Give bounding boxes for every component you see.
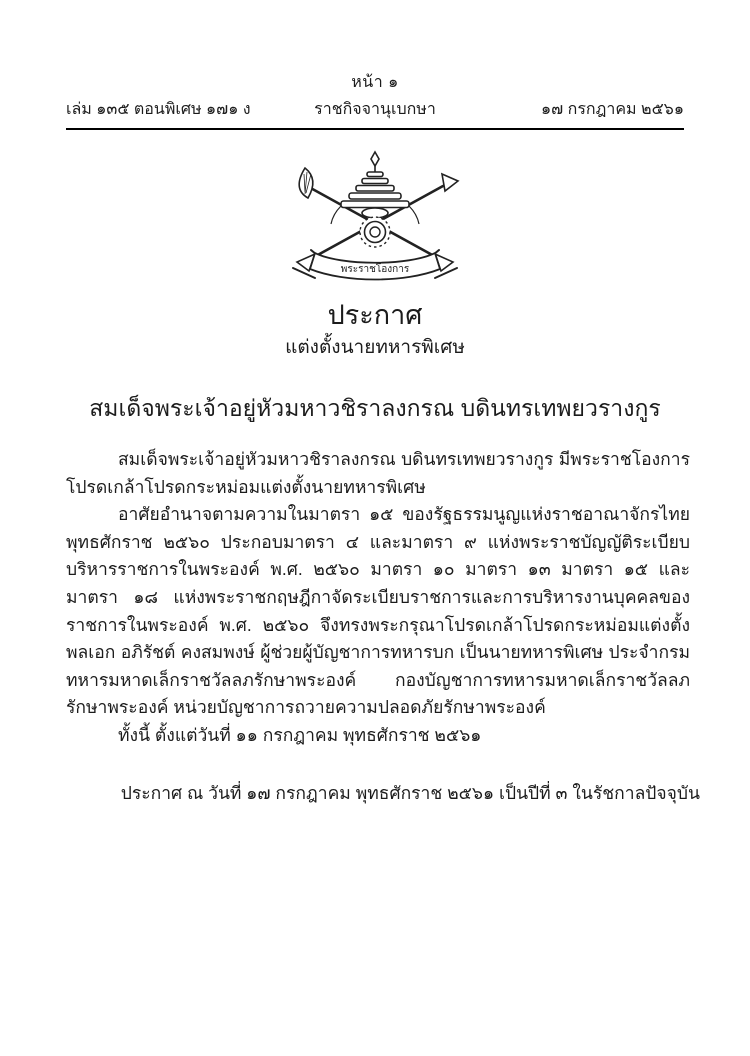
royal-command-emblem-icon <box>275 150 475 286</box>
medallion-icon <box>360 217 390 247</box>
body-paragraph-2: อาศัยอำนาจตามความในมาตรา ๑๕ ของรัฐธรรมนูญแห่งราชอาณาจักรไทย พุทธศักราช ๒๕๖๐ ประกอบมาตรา ๔ และมาตรา ๙ แห่งพระราชบัญญัติระเบียบบริหารราชการในพระองค์ พ.ศ. ๒๕๖๐ มาตรา ๑๐ มาตรา ๑๓ มาตรา ๑๕ และมาตรา ๑๘ แห่งพระราชกฤษฎีกาจัดระเบียบราชการและการบริหารงานบุคคลของราชการในพระองค์ พ.ศ. ๒๕๖๐ จึงทรงพระกรุณาโปรดเกล้าโปรดกระหม่อมแต่งตั้ง พลเอก อภิรัชต์ คงสมพงษ์ ผู้ช่วยผู้บัญชาการทหารบก เป็นนายทหารพิเศษ ประจำกรมทหารมหาดเล็กราชวัลลภรักษาพระองค์ กองบัญชาการทหารมหาดเล็กราชวัลลภรักษาพระองค์ หน่วยบัญชาการถวายความปลอดภัยรักษาพระองค์ <box>66 504 690 718</box>
flag-finial-icon <box>442 174 458 191</box>
tiered-umbrella-icon <box>341 152 409 218</box>
body-paragraph-3: ทั้งนี้ ตั้งแต่วันที่ ๑๑ กรกฎาคม พุทธศักราช ๒๕๖๑ <box>118 724 482 745</box>
announcement-body <box>66 446 690 750</box>
announcement-title: ประกาศ <box>327 300 423 330</box>
royal-name-heading: สมเด็จพระเจ้าอยู่หัวมหาวชิราลงกรณ บดินทรเทพยวรางกูร <box>89 395 661 421</box>
ribbon-text: พระราชโองการ <box>340 264 410 275</box>
issue-date: ๑๗ กรกฎาคม ๒๕๖๑ <box>541 101 684 118</box>
page-header <box>66 72 684 130</box>
body-paragraph-1: สมเด็จพระเจ้าอยู่หัวมหาวชิราลงกรณ บดินทรเทพยวรางกูร มีพระราชโองการโปรดเกล้าโปรดกระหม่อมแต่งตั้งนายทหารพิเศษ <box>66 449 690 497</box>
gazette-name: ราชกิจจานุเบกษา <box>314 101 436 118</box>
header-row <box>66 99 684 121</box>
volume-label: เล่ม ๑๓๕ ตอนพิเศษ ๑๗๑ ง <box>66 101 251 118</box>
ribbon-banner-icon <box>297 253 453 280</box>
promulgation-line: ประกาศ ณ วันที่ ๑๗ กรกฎาคม พุทธศักราช ๒๕๖๑ เป็นปีที่ ๓ ในรัชกาลปัจจุบัน <box>120 782 700 803</box>
announcement-subtitle: แต่งตั้งนายทหารพิเศษ <box>285 337 465 358</box>
header-rule <box>66 128 684 130</box>
emblem-container <box>0 150 750 286</box>
page-number-label: หน้า ๑ <box>351 74 399 91</box>
